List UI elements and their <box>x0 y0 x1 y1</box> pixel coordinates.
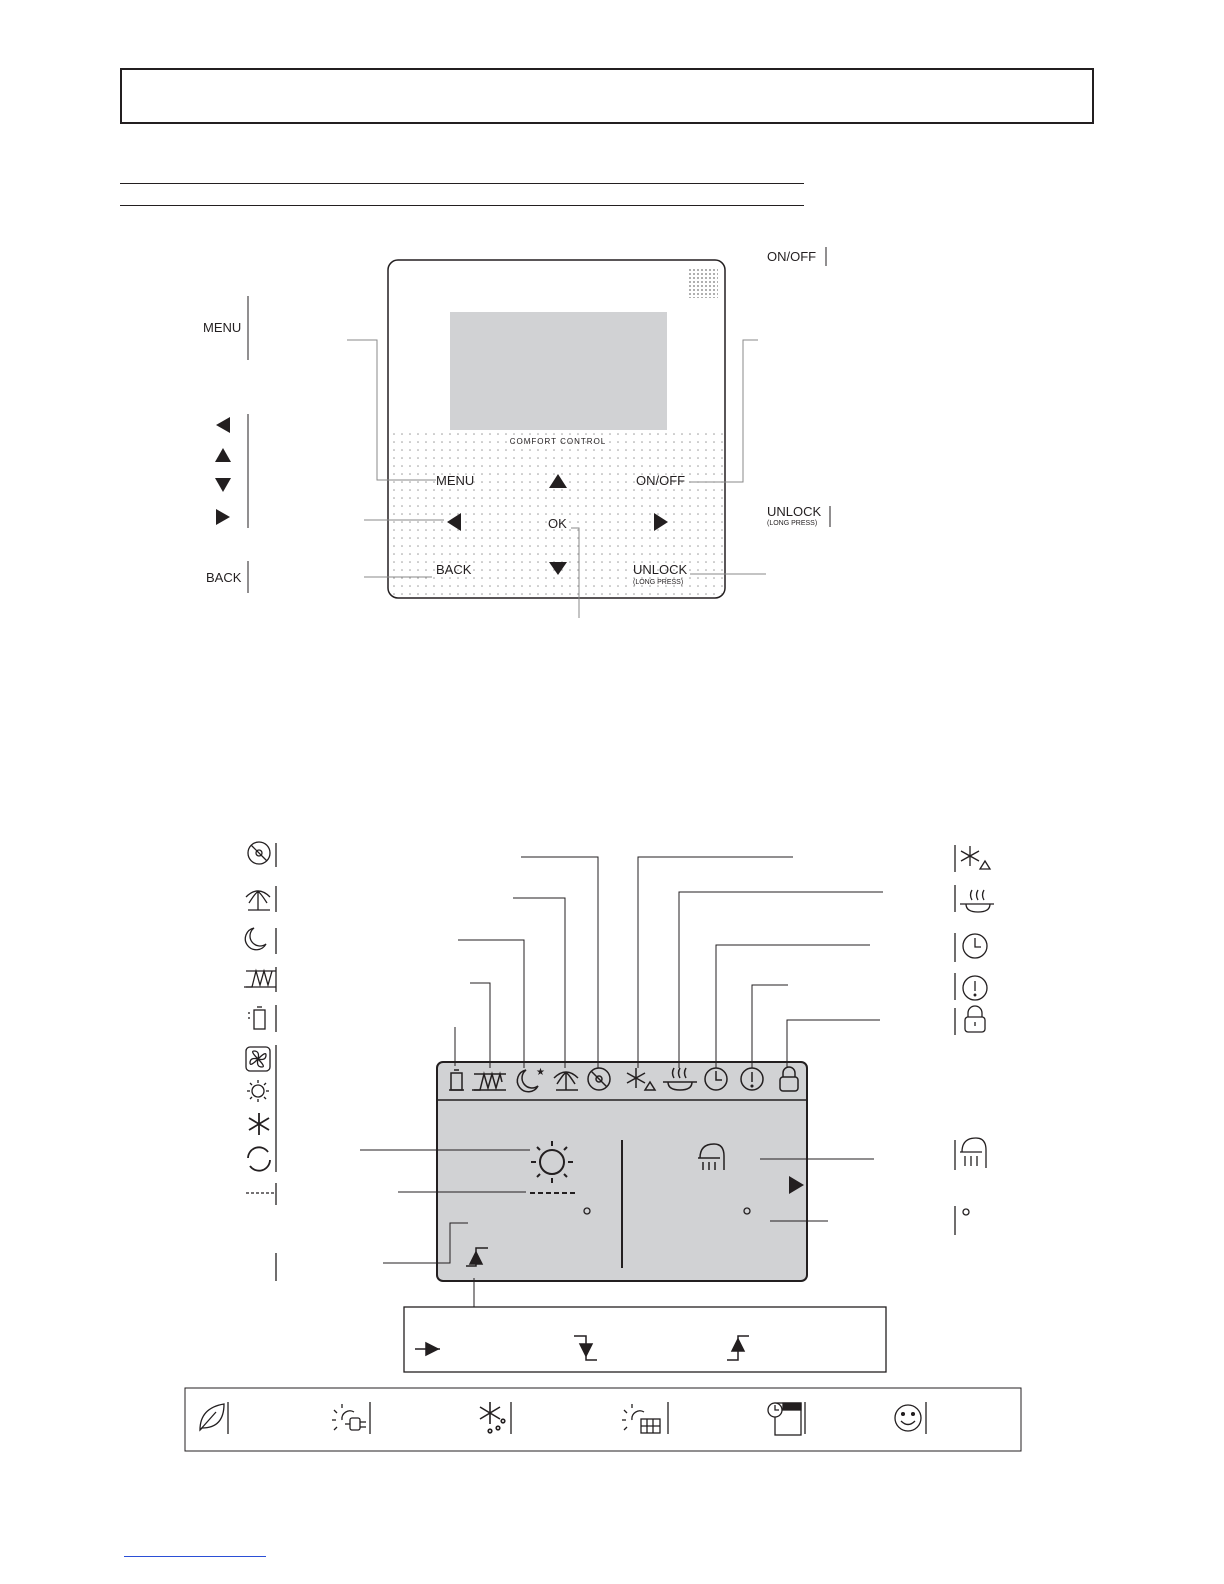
legend-menu-label: MENU <box>203 320 242 335</box>
comfort-control-caption: COMFORT CONTROL <box>509 437 607 446</box>
legend-no-sign-icon <box>248 842 270 864</box>
legend-unlock-sub: (LONG PRESS) <box>767 520 818 527</box>
legend-unlock-label: UNLOCK <box>767 504 822 519</box>
ok-button[interactable]: OK <box>548 516 567 531</box>
button-legend-left <box>203 296 248 593</box>
legend-palm-tree-icon <box>246 891 270 910</box>
bottom-icon-bar <box>185 1388 1021 1451</box>
speaker-grille <box>688 268 718 298</box>
legend-battery-icon <box>248 1007 265 1029</box>
svg-text:★: ★ <box>536 1067 545 1078</box>
legend-moon-star-icon <box>245 928 266 950</box>
lcd-screen <box>450 312 667 430</box>
menu-button[interactable]: MENU <box>436 473 475 488</box>
legend-snowflake-icon <box>249 1113 269 1135</box>
legend-cycle-arrows-icon <box>248 1147 270 1170</box>
legend-tank-heat-icon <box>960 890 994 912</box>
legend-clock-icon <box>963 934 987 958</box>
legend-alert-icon <box>963 976 987 1000</box>
icon-legend-right <box>955 845 994 1235</box>
on-off-button[interactable]: ON/OFF <box>636 473 686 488</box>
footer-link-line <box>124 1556 266 1557</box>
back-button[interactable]: BACK <box>436 562 472 577</box>
legend-down-arrow-icon <box>215 478 231 492</box>
legend-right-arrow-icon <box>216 509 230 525</box>
arrow-types-box <box>404 1307 886 1372</box>
controller-front <box>388 260 725 598</box>
lcd-detail <box>437 1062 807 1281</box>
unlock-button[interactable]: UNLOCK <box>633 562 688 577</box>
button-legend-right <box>767 247 830 527</box>
legend-sun-icon <box>247 1080 269 1102</box>
legend-on-off-label: ON/OFF <box>767 249 817 264</box>
legend-heater-wave-icon <box>244 971 276 987</box>
legend-left-arrow-icon <box>216 417 230 433</box>
legend-snowflake-warning-icon <box>961 846 990 869</box>
legend-shower-icon <box>960 1138 986 1168</box>
legend-back-label: BACK <box>206 570 242 585</box>
legend-degree-icon <box>963 1209 969 1215</box>
icon-legend-left <box>244 842 276 1281</box>
legend-fan-icon <box>246 1047 270 1071</box>
legend-up-arrow-icon <box>215 448 231 462</box>
unlock-button-sub: (LONG PRESS) <box>633 579 684 586</box>
legend-lock-icon <box>965 1006 985 1032</box>
